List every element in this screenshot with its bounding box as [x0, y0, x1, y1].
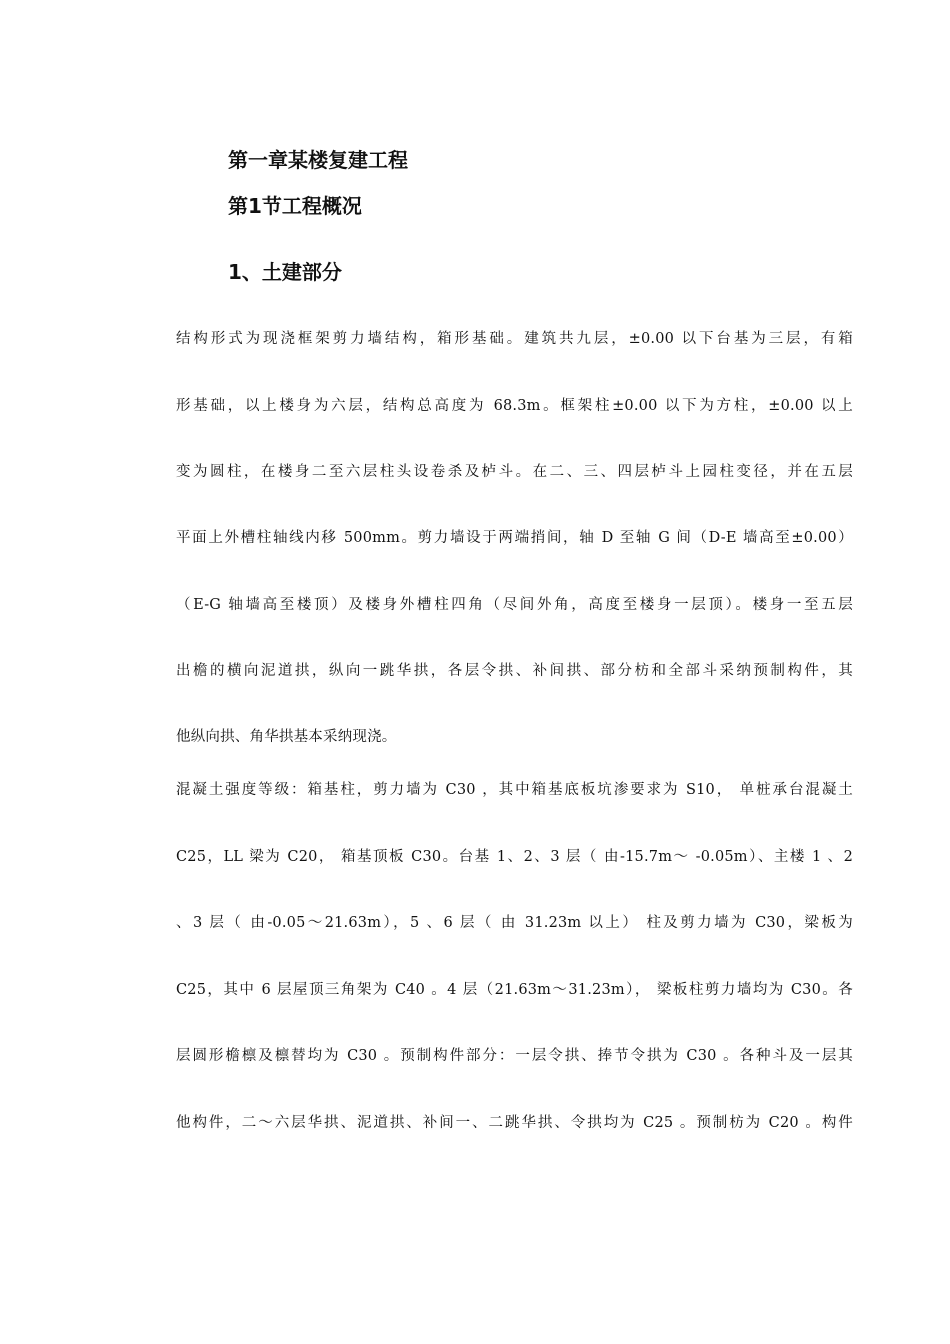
text-line: 变为圆柱，在楼身二至六层柱头设卷杀及栌斗。在二、三、四层栌斗上园柱变径，并在五层 [176, 464, 853, 480]
text-line: 他纵向拱、角华拱基本采纳现浇。 [176, 729, 397, 745]
text-line: 平面上外槽柱轴线内移 500mm。剪力墙设于两端捎间，轴 D 至轴 G 间（D-E 墙高至±0.00） [176, 530, 853, 546]
text-line: 形基础，以上楼身为六层，结构总高度为 68.3m。框架柱±0.00 以下为方柱，±0.00 以上 [176, 398, 853, 414]
text-line: 混凝土强度等级：箱基柱，剪力墙为 C30 ，其中箱基底板坑渗要求为 S10， 单桩承台混凝土 [176, 782, 853, 798]
text-line: 出檐的横向泥道拱，纵向一跳华拱，各层令拱、补间拱、部分枋和全部斗采纳预制构件，其 [176, 663, 853, 679]
text-line: C25，其中 6 层屋顶三角架为 C40 。4 层（21.63m～31.23m）， 梁板柱剪力墙均为 C30。各 [176, 982, 853, 998]
chapter-title: 第一章某楼复建工程 [228, 148, 408, 172]
subsection-title: 1、土建部分 [228, 260, 342, 284]
text-line: 、3 层（ 由-0.05～21.63m），5 、6 层（ 由 31.23m 以上） 柱及剪力墙为 C30，梁板为 [176, 915, 853, 931]
text-line: 结构形式为现浇框架剪力墙结构，箱形基础。建筑共九层，±0.00 以下台基为三层，有箱 [176, 331, 853, 347]
text-line: （E-G 轴墙高至楼顶）及楼身外槽柱四角（尽间外角，高度至楼身一层顶）。楼身一至五层 [176, 597, 853, 613]
text-line: 层圆形檐檩及檩替均为 C30 。预制构件部分：一层令拱、捧节令拱为 C30 。各种斗及一层其 [176, 1048, 853, 1064]
text-line: C25，LL 梁为 C20， 箱基顶板 C30。台基 1、2、3 层（ 由-15.7m～ -0.05m）、主楼 1 、2 [176, 849, 853, 865]
section-title: 第1节工程概况 [228, 194, 362, 218]
text-line: 他构件，二～六层华拱、泥道拱、补间一、二跳华拱、令拱均为 C25 。预制枋为 C20 。构件 [176, 1115, 853, 1131]
